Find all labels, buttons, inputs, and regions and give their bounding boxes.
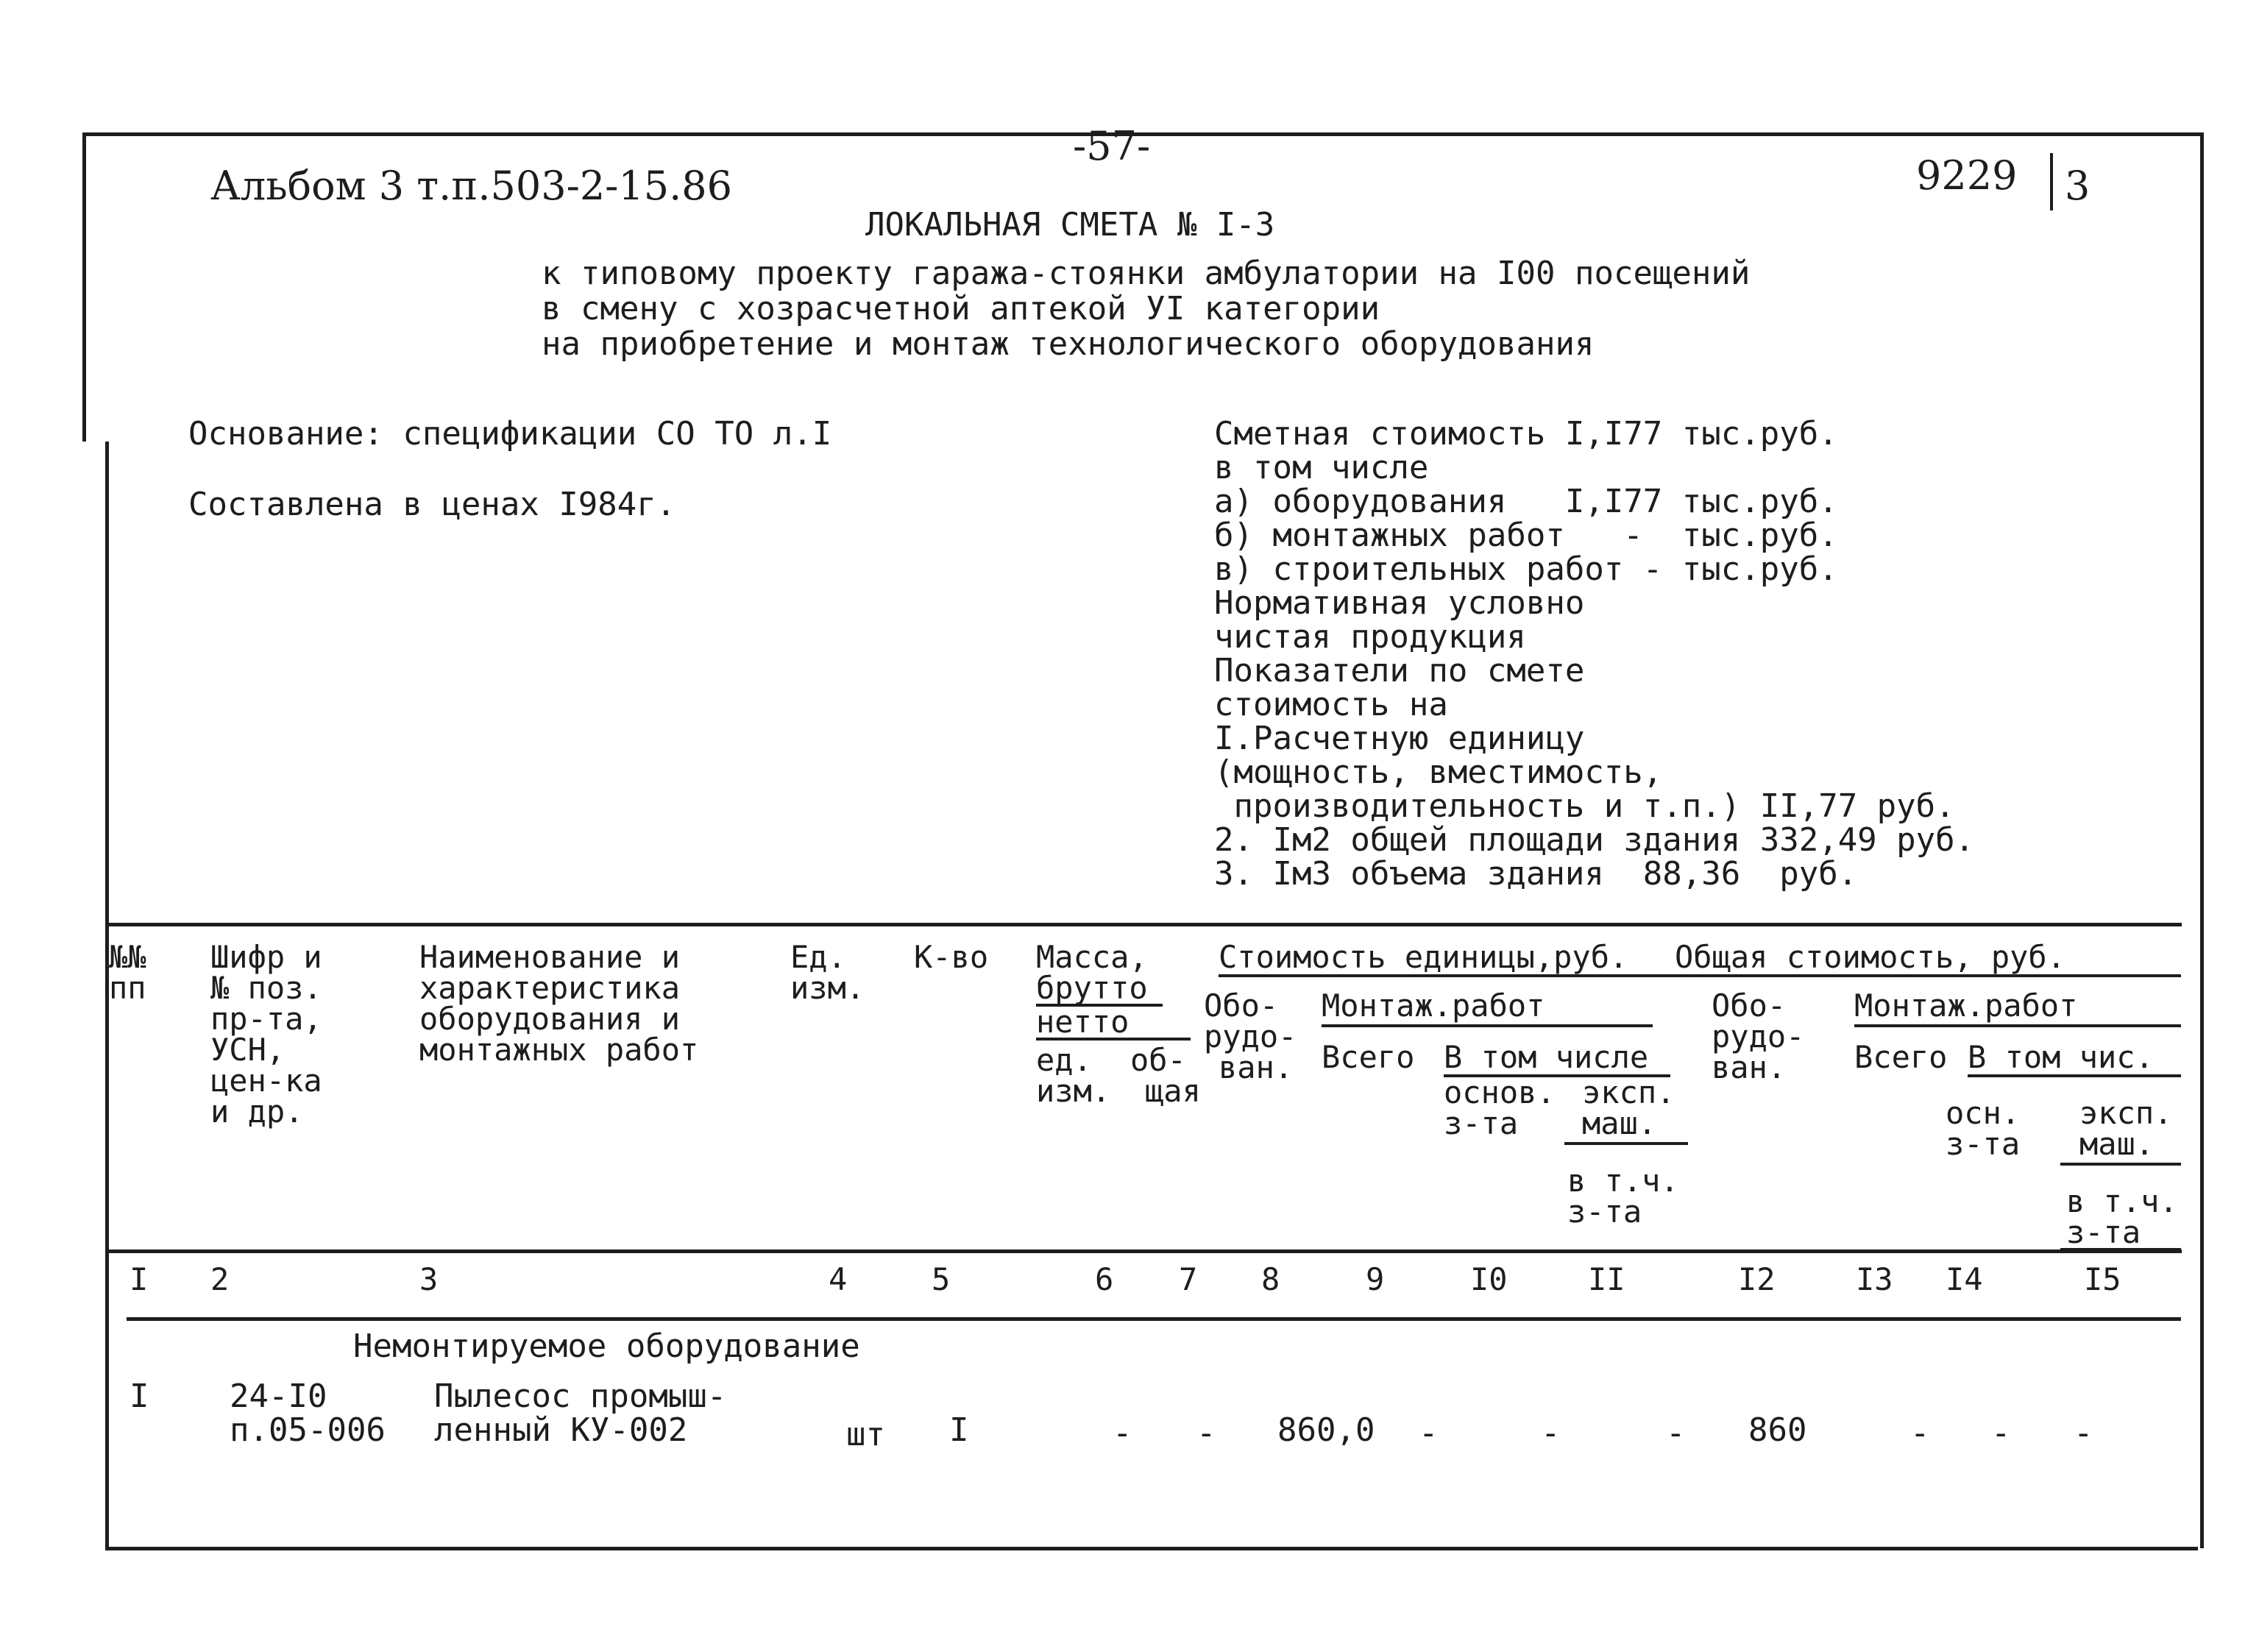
column-number: I3 [1856, 1261, 1893, 1297]
header-col3-line: Наименование и [419, 939, 681, 975]
cost-info-line: производительность и т.п.) II,77 руб. [1214, 787, 1955, 825]
page-title: ЛОКАЛЬНАЯ СМЕТА № I-3 [865, 206, 1275, 244]
row-unit: шт [846, 1416, 885, 1453]
header-total-machine: эксп. [2079, 1095, 2173, 1131]
row-qty: I [949, 1411, 969, 1449]
row-mass-unit: - [1113, 1414, 1132, 1452]
header-mass: Масса, [1036, 939, 1148, 975]
header-col2-line: № поз. [210, 970, 322, 1006]
header-mass-total: щая [1145, 1073, 1201, 1109]
row-name: Пылесос промыш- [434, 1378, 727, 1415]
row-mount-total: - [1419, 1414, 1439, 1452]
document-number-divider [2050, 153, 2053, 210]
header-mass-unit: ед. [1036, 1042, 1092, 1078]
header-total-mount-total: Всего [1854, 1039, 1948, 1075]
row-total-mount: - [1910, 1414, 1930, 1452]
header-unit-cost: Стоимость единицы,руб. [1219, 939, 1628, 975]
row-mass-total: - [1196, 1414, 1216, 1452]
header-total-base-wage: з-та [1946, 1126, 2021, 1162]
header-mass-netto: нетто [1036, 1004, 1130, 1040]
header-total-equip: Обо- [1712, 988, 1787, 1024]
frame-bottom-border [105, 1547, 2198, 1550]
header-unit-base-wage: основ. [1444, 1074, 1556, 1110]
column-number: 3 [419, 1261, 439, 1297]
cost-info-line: в) строительных работ - тыс.руб. [1214, 550, 1838, 588]
column-number: II [1588, 1261, 1625, 1297]
total-mount-rule [1854, 1024, 2181, 1027]
basis-text: Основание: спецификации СО ТО л.I [188, 415, 832, 453]
header-total-mount: Монтаж.работ [1854, 988, 2078, 1024]
cost-group-rule [1219, 974, 2181, 977]
header-col3-line: оборудования и [419, 1001, 681, 1037]
page-number: -57- [1073, 123, 1151, 169]
header-col2-line: УСН, [210, 1032, 286, 1068]
header-unit-mount: Монтаж.работ [1322, 988, 1545, 1024]
prices-text: Составлена в ценах I984г. [188, 486, 676, 523]
cost-info-line: стоимость на [1214, 686, 1448, 723]
subtitle-line-1: к типовому проекту гаража-стоянки амбулатории на I00 посещений [542, 255, 1751, 292]
frame-right-border [2200, 132, 2204, 1548]
total-machine-rule [2060, 1163, 2181, 1166]
cost-info-line: 3. Iм3 объема здания 88,36 руб. [1214, 855, 1858, 893]
column-number: I4 [1946, 1261, 1983, 1297]
document-sheet: 3 [2065, 163, 2090, 209]
header-unit-equip: рудо- [1204, 1018, 1297, 1054]
cost-info-line: I.Расчетную единицу [1214, 720, 1585, 757]
header-mass-unit: изм. [1036, 1073, 1111, 1109]
header-total-incl: В том чис. [1968, 1039, 2154, 1075]
row-name: ленный КУ-002 [434, 1411, 688, 1449]
header-col3-line: характеристика [419, 970, 681, 1006]
header-total-base-wage: осн. [1946, 1095, 2021, 1131]
cost-info-line: б) монтажных работ - тыс.руб. [1214, 517, 1838, 554]
header-col2-line: пр-та, [210, 1001, 322, 1037]
section-title: Немонтируемое оборудование [353, 1327, 860, 1365]
table-top-rule [105, 923, 2182, 926]
column-number: I5 [2084, 1261, 2121, 1297]
header-unit-machine-wage: з-та [1567, 1194, 1642, 1230]
header-bottom-rule [105, 1249, 2182, 1253]
row-code: п.05-006 [230, 1411, 386, 1449]
row-equip-cost: 860,0 [1277, 1411, 1375, 1449]
cost-info-line: чистая продукция [1214, 618, 1526, 656]
column-number: 6 [1095, 1261, 1114, 1297]
header-col2-line: цен-ка [210, 1063, 322, 1099]
column-number-rule [127, 1317, 2181, 1321]
header-unit-incl: В том числе [1444, 1039, 1649, 1075]
header-mass-brutto: брутто [1036, 970, 1148, 1006]
cost-info-line: Показатели по смете [1214, 652, 1585, 689]
subtitle-line-2: в смену с хозрасчетной аптекой УI категории [542, 290, 1380, 327]
column-number: 7 [1179, 1261, 1198, 1297]
row-number: I [130, 1378, 149, 1415]
header-col4-line: изм. [790, 970, 865, 1006]
mass-netto-rule [1036, 1038, 1191, 1041]
header-unit-machine: эксп. [1582, 1074, 1675, 1110]
row-code: 24-I0 [230, 1378, 327, 1415]
column-number: 4 [829, 1261, 848, 1297]
row-base-wage: - [1541, 1414, 1561, 1452]
header-unit-mount-total: Всего [1322, 1039, 1415, 1075]
header-total-machine: маш. [2079, 1126, 2155, 1162]
column-number: 5 [932, 1261, 951, 1297]
cost-info-line: (мощность, вместимость, [1214, 754, 1663, 791]
header-col4-line: Ед. [790, 939, 846, 975]
album-handwritten: Альбом 3 т.п.503-2-15.86 [210, 163, 733, 209]
total-incl-rule [1968, 1074, 2181, 1077]
header-total-equip: ван. [1712, 1049, 1787, 1085]
subtitle-line-3: на приобретение и монтаж технологического оборудования [542, 325, 1595, 363]
cost-info-line: Нормативная условно [1214, 584, 1585, 622]
cost-info-line: а) оборудования I,I77 тыс.руб. [1214, 483, 1838, 520]
header-col3-line: монтажных работ [419, 1032, 699, 1068]
unit-mount-rule [1322, 1024, 1653, 1027]
header-unit-base-wage: з-та [1444, 1105, 1519, 1141]
frame-left-border [82, 132, 86, 442]
cost-info-line: в том числе [1214, 449, 1429, 486]
unit-machine-rule [1564, 1142, 1688, 1145]
header-col1-line: пп [109, 970, 146, 1006]
header-unit-equip: Обо- [1204, 988, 1279, 1024]
column-number: I0 [1470, 1261, 1508, 1297]
header-unit-machine: маш. [1582, 1105, 1657, 1141]
header-col2-line: Шифр и [210, 939, 322, 975]
column-number: I2 [1738, 1261, 1776, 1297]
header-total-machine-wage: в т.ч. [2066, 1183, 2178, 1219]
cost-info-line: 2. Iм2 общей площади здания 332,49 руб. [1214, 821, 1975, 859]
column-number: 8 [1261, 1261, 1280, 1297]
header-unit-equip: ван. [1219, 1049, 1294, 1085]
header-unit-machine-wage: в т.ч. [1567, 1163, 1679, 1199]
row-total-machine: - [2074, 1414, 2093, 1452]
header-col1-line: №№ [109, 939, 146, 975]
header-total-equip: рудо- [1712, 1018, 1805, 1054]
row-total-equip: 860 [1748, 1411, 1807, 1449]
row-machine: - [1666, 1414, 1686, 1452]
column-number: 9 [1366, 1261, 1385, 1297]
header-col5: К-во [914, 939, 989, 975]
header-col2-line: и др. [210, 1093, 304, 1130]
column-number: 2 [210, 1261, 230, 1297]
header-mass-total: об- [1130, 1042, 1186, 1078]
column-number: I [130, 1261, 149, 1297]
cost-info-line: Сметная стоимость I,I77 тыс.руб. [1214, 415, 1838, 453]
header-total-machine-wage: з-та [2066, 1214, 2141, 1250]
row-total-base: - [1991, 1414, 2011, 1452]
document-number: 9229 [1916, 152, 2018, 199]
header-total-cost: Общая стоимость, руб. [1675, 939, 2066, 975]
